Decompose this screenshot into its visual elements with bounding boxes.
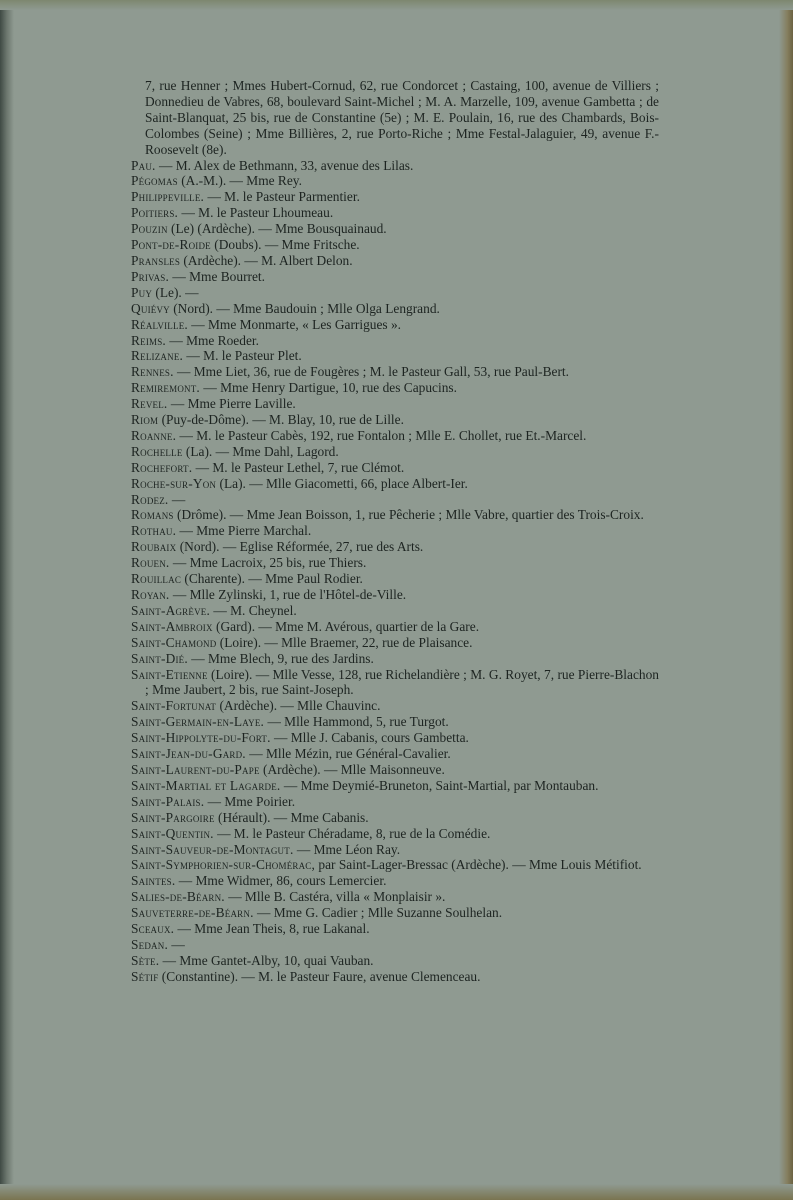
entry-text: (Ardèche). — Mlle Chauvinc.	[216, 698, 381, 714]
directory-entry	[131, 826, 659, 842]
place-name: Saint-Quentin.	[131, 825, 214, 841]
directory-entry	[131, 842, 659, 858]
place-name: Pont-de-Roide	[131, 237, 211, 253]
place-name: Saint-Laurent-du-Pape	[131, 761, 260, 777]
entry-text: — Mme Jean Theis, 8, rue Lakanal.	[174, 921, 370, 937]
directory-entry	[131, 603, 659, 619]
place-name: Saint-Fortunat	[131, 698, 217, 714]
directory-entry	[131, 444, 659, 460]
place-name: Quiévy	[131, 300, 170, 316]
directory-entry	[131, 746, 659, 762]
place-name: Roubaix	[131, 539, 177, 555]
entry-text: — Mme Léon Ray.	[293, 841, 401, 857]
entry-text: (Gard). — Mme M. Avérous, quartier de la Gare.	[212, 618, 480, 634]
entry-text: — M. le Pasteur Lethel, 7, rue Clémot.	[192, 459, 405, 475]
entry-text: — Mme Roeder.	[165, 332, 259, 348]
entry-text: — Mme Lacroix, 25 bis, rue Thiers.	[169, 555, 367, 571]
directory-entry	[131, 380, 659, 396]
directory-entry	[131, 412, 659, 428]
directory-entry	[131, 635, 659, 651]
directory-entry	[131, 730, 659, 746]
directory-entry	[131, 889, 659, 905]
entry-text: (Nord). — Eglise Réformée, 27, rue des Arts.	[176, 539, 424, 555]
place-name: Roanne.	[131, 427, 177, 443]
directory-list	[131, 158, 659, 985]
page-binding-edge	[0, 0, 14, 1200]
directory-entry	[131, 221, 659, 237]
directory-entry	[131, 205, 659, 221]
place-name: Réalville.	[131, 316, 188, 332]
entry-text: — M. Alex de Bethmann, 33, avenue des Lilas.	[155, 157, 414, 173]
entry-text: — M. le Pasteur Chéradame, 8, rue de la Comédie.	[213, 825, 491, 841]
entry-text: — Mme G. Cadier ; Mlle Suzanne Soulhelan.	[253, 905, 503, 921]
entry-text: — M. Cheynel.	[210, 602, 297, 618]
directory-entry	[131, 651, 659, 667]
entry-text: (Loire). — Mlle Braemer, 22, rue de Plaisance.	[216, 634, 473, 650]
directory-entry	[131, 905, 659, 921]
place-name: Revel.	[131, 396, 168, 412]
directory-entry	[131, 158, 659, 174]
place-name: Sauveterre-de-Béarn.	[131, 905, 254, 921]
entry-text: — Mme Deymié-Bruneton, Saint-Martial, par Montauban.	[280, 777, 599, 793]
place-name: Roche-sur-Yon	[131, 475, 217, 491]
place-name: Saint-Symphorien-sur-Chomérac,	[131, 857, 316, 873]
place-name: Poitiers.	[131, 205, 179, 221]
entry-text: — Mlle Hammond, 5, rue Turgot.	[264, 714, 449, 730]
place-name: Rennes.	[131, 364, 174, 380]
directory-entry	[131, 937, 659, 953]
directory-entry	[131, 364, 659, 380]
entry-text: —	[168, 936, 185, 952]
entry-text: — Mme Widmer, 86, cours Lemercier.	[175, 873, 387, 889]
place-name: Sétif	[131, 968, 159, 984]
place-name: Saint-Palais.	[131, 793, 205, 809]
directory-entry	[131, 714, 659, 730]
directory-entry	[131, 794, 659, 810]
directory-entry	[131, 507, 659, 523]
directory-entry	[131, 301, 659, 317]
directory-entry	[131, 810, 659, 826]
entry-text: —	[168, 491, 186, 507]
entry-text: — Mme Liet, 36, rue de Fougères ; M. le Pasteur Gall, 53, rue Paul-Bert.	[173, 364, 569, 380]
page-bottom-edge	[0, 1184, 793, 1200]
place-name: Saint-Pargoire	[131, 809, 215, 825]
directory-entry	[131, 857, 659, 873]
entry-text: (Constantine). — M. le Pasteur Faure, avenue Clemenceau.	[158, 968, 481, 984]
entry-text: (Nord). — Mme Baudouin ; Mlle Olga Lengrand.	[169, 300, 440, 316]
place-name: Saint-Agrève.	[131, 602, 211, 618]
place-name: Saint-Etienne	[131, 666, 208, 682]
directory-entry	[131, 762, 659, 778]
place-name: Philippeville.	[131, 189, 205, 205]
place-name: Royan.	[131, 587, 170, 602]
place-name: Pégomas	[131, 173, 178, 189]
entry-text: par Saint-Lager-Bressac (Ardèche). — Mme Louis Métifiot.	[315, 857, 642, 873]
place-name: Saint-Jean-du-Gard.	[131, 746, 246, 762]
directory-entry	[131, 778, 659, 794]
entry-text: (Ardèche). — Mlle Maisonneuve.	[259, 761, 445, 777]
place-name: Rothau.	[131, 523, 177, 539]
entry-text: (Le) (Ardèche). — Mme Bousquainaud.	[167, 221, 387, 237]
entry-text: — M. le Pasteur Cabès, 192, rue Fontalon ; Mlle E. Chollet, rue Et.-Marcel.	[176, 427, 587, 443]
place-name: Puy	[131, 284, 153, 300]
directory-entry	[131, 619, 659, 635]
place-name: Salies-de-Béarn.	[131, 889, 225, 905]
directory-entry	[131, 523, 659, 539]
entry-text: — Mme Henry Dartigue, 10, rue des Capucins.	[199, 380, 457, 396]
directory-entry	[131, 492, 659, 508]
entry-text: — Mme Pierre Laville.	[167, 396, 296, 412]
entry-text: — Mlle Zylinski, 1, rue de l'Hôtel-de-Ville.	[169, 587, 407, 602]
entry-text: — Mme Poirier.	[204, 793, 296, 809]
place-name: Remiremont.	[131, 380, 200, 396]
place-name: Pransles	[131, 252, 181, 268]
continued-entry: 7, rue Henner ; Mmes Hubert-Cornud, 62, rue Condorcet ; Castaing, 100, avenue de Villiers ; Donnedieu de Vabres, 68, boulevard Saint-Michel ; M. A. Marzelle, 109, avenue Gambetta ; de Saint-Blanquat, 25 bis, rue de Constantine (5e) ; M. E. Poulain, 16, rue des Chambards, Bois-Colombes (Seine) ; Mme Billières, 2, rue Porto-Riche ; Mme Festal-Jalaguier, 49, avenue F.-Roosevelt (8e).	[145, 78, 659, 157]
entry-text: (Le). —	[152, 284, 199, 300]
entry-text: (Ardèche). — M. Albert Delon.	[180, 252, 353, 268]
directory-entry	[131, 460, 659, 476]
place-name: Saint-Chamond	[131, 634, 217, 650]
directory-entry	[131, 667, 659, 699]
entry-text: — M. le Pasteur Lhoumeau.	[178, 205, 334, 221]
directory-entry	[131, 428, 659, 444]
directory-entry	[131, 587, 659, 603]
directory-entry	[131, 539, 659, 555]
directory-entry	[131, 173, 659, 189]
entry-text: (Loire). — Mlle Vesse, 128, rue Richelandière ; M. G. Royet, 7, rue Pierre-Blachon ; Mme Jaubert, 2 bis, rue Saint-Joseph.	[145, 666, 659, 698]
directory-entry	[131, 555, 659, 571]
place-name: Reims.	[131, 332, 166, 348]
directory-entry	[131, 921, 659, 937]
entry-text: (La). — Mlle Giacometti, 66, place Albert-Ier.	[216, 475, 468, 491]
entry-text: — Mme Bourret.	[169, 268, 265, 284]
place-name: Privas.	[131, 268, 170, 284]
place-name: Saint-Martial et Lagarde.	[131, 777, 281, 793]
entry-text: (A.-M.). — Mme Rey.	[177, 173, 302, 189]
place-name: Saint-Sauveur-de-Montagut.	[131, 841, 294, 857]
entry-text: — Mme Pierre Marchal.	[176, 523, 312, 539]
place-name: Rochelle	[131, 443, 183, 459]
entry-text: (Doubs). — Mme Fritsche.	[210, 237, 360, 253]
entry-text: — Mlle B. Castéra, villa « Monplaisir ».	[224, 889, 446, 905]
entry-text: (Hérault). — Mme Cabanis.	[214, 809, 369, 825]
place-name: Saintes.	[131, 873, 176, 889]
page-right-edge	[779, 0, 793, 1200]
place-name: Rouen.	[131, 555, 170, 571]
place-name: Pau.	[131, 157, 156, 173]
place-name: Rouillac	[131, 571, 182, 587]
directory-entry	[131, 348, 659, 364]
entry-text: — M. le Pasteur Plet.	[183, 348, 302, 364]
entry-text: — M. le Pasteur Parmentier.	[204, 189, 360, 205]
entry-text: — Mme Gantet-Alby, 10, quai Vauban.	[159, 952, 374, 968]
directory-entry	[131, 953, 659, 969]
entry-text: (La). — Mme Dahl, Lagord.	[182, 443, 339, 459]
place-name: Relizane.	[131, 348, 184, 364]
place-name: Sceaux.	[131, 921, 175, 937]
place-name: Rochefort.	[131, 459, 193, 475]
directory-entry	[131, 873, 659, 889]
directory-entry	[131, 269, 659, 285]
directory-entry	[131, 396, 659, 412]
entry-text: — Mlle Mézin, rue Général-Cavalier.	[245, 746, 451, 762]
page-top-edge	[0, 0, 793, 10]
entry-text: (Puy-de-Dôme). — M. Blay, 10, rue de Lille.	[158, 412, 404, 428]
directory-entry	[131, 333, 659, 349]
directory-entry	[131, 317, 659, 333]
entry-text: (Drôme). — Mme Jean Boisson, 1, rue Pêcherie ; Mlle Vabre, quartier des Trois-Croix.	[173, 507, 644, 523]
place-name: Saint-Germain-en-Laye.	[131, 714, 265, 730]
directory-entry	[131, 476, 659, 492]
place-name: Saint-Hippolyte-du-Fort.	[131, 730, 271, 746]
directory-entry	[131, 969, 659, 985]
directory-entry	[131, 189, 659, 205]
place-name: Sète.	[131, 952, 160, 968]
place-name: Romans	[131, 507, 174, 523]
directory-entry	[131, 698, 659, 714]
place-name: Saint-Ambroix	[131, 618, 213, 634]
entry-text: — Mme Blech, 9, rue des Jardins.	[187, 650, 374, 666]
entry-text: — Mlle J. Cabanis, cours Gambetta.	[270, 730, 469, 746]
directory-column	[131, 78, 659, 985]
directory-entry	[131, 237, 659, 253]
entry-text: — Mme Monmarte, « Les Garrigues ».	[187, 316, 402, 332]
directory-entry	[131, 253, 659, 269]
directory-entry	[131, 285, 659, 301]
place-name: Saint-Dié.	[131, 650, 188, 666]
place-name: Rodez.	[131, 491, 169, 507]
directory-entry	[131, 571, 659, 587]
place-name: Sedan.	[131, 936, 168, 952]
entry-text: (Charente). — Mme Paul Rodier.	[181, 571, 363, 587]
place-name: Pouzin	[131, 221, 168, 237]
place-name: Riom	[131, 412, 159, 428]
